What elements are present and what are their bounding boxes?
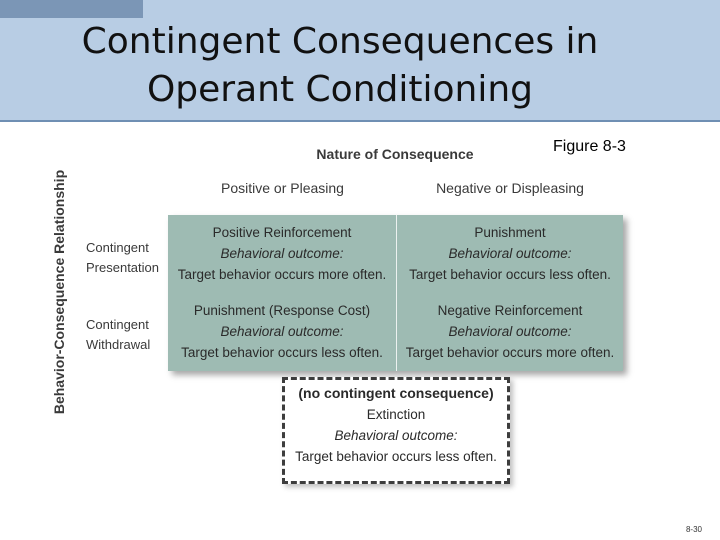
y-axis-title: Behavior-Consequence Relationship: [51, 169, 67, 415]
x-axis-title: Nature of Consequence: [316, 146, 474, 162]
cell-heading: Punishment: [474, 225, 546, 240]
page-number: 8-30: [685, 525, 702, 534]
row-header-presentation-line2: Presentation: [86, 260, 159, 275]
cell-outcome: Target behavior occurs more often.: [405, 345, 615, 360]
cell-outcome-label: Behavioral outcome:: [220, 324, 344, 339]
cell-outcome: Target behavior occurs less often.: [181, 345, 383, 360]
extinction-label: Extinction: [366, 407, 426, 422]
row-header-presentation-line1: Contingent: [86, 240, 149, 255]
slide-title-line2: Operant Conditioning: [146, 69, 534, 110]
cell-punishment: [397, 215, 623, 293]
no-consequence-heading: (no contingent consequence): [298, 385, 494, 401]
extinction-outcome: Target behavior occurs less often.: [295, 449, 497, 464]
title-rule: [0, 120, 720, 122]
cell-heading: Punishment (Response Cost): [193, 303, 371, 318]
cell-negative-reinforcement: [397, 293, 623, 371]
slide-title-line1: Contingent Consequences in: [81, 21, 599, 62]
cell-punishment-response-cost: [168, 293, 396, 371]
row-header-withdrawal-line2: Withdrawal: [86, 337, 151, 352]
column-header-negative: Negative or Displeasing: [436, 180, 584, 196]
column-header-positive: Positive or Pleasing: [221, 180, 344, 196]
extinction-outcome-label: Behavioral outcome:: [334, 428, 458, 443]
cell-outcome: Target behavior occurs more often.: [177, 267, 387, 282]
cell-outcome-label: Behavioral outcome:: [220, 246, 344, 261]
cell-heading: Positive Reinforcement: [212, 225, 352, 240]
title-accent-bar: [0, 0, 143, 18]
row-header-withdrawal: [86, 315, 150, 355]
row-header-presentation: [86, 238, 159, 278]
cell-outcome-label: Behavioral outcome:: [448, 246, 572, 261]
slide-title: [0, 18, 680, 114]
cell-heading: Negative Reinforcement: [437, 303, 583, 318]
cell-outcome: Target behavior occurs less often.: [409, 267, 611, 282]
row-header-withdrawal-line1: Contingent: [86, 317, 149, 332]
no-consequence-box: [282, 377, 510, 484]
cell-outcome-label: Behavioral outcome:: [448, 324, 572, 339]
cell-positive-reinforcement: [168, 215, 396, 293]
figure-label: Figure 8-3: [553, 138, 626, 155]
consequence-grid: [168, 215, 623, 371]
